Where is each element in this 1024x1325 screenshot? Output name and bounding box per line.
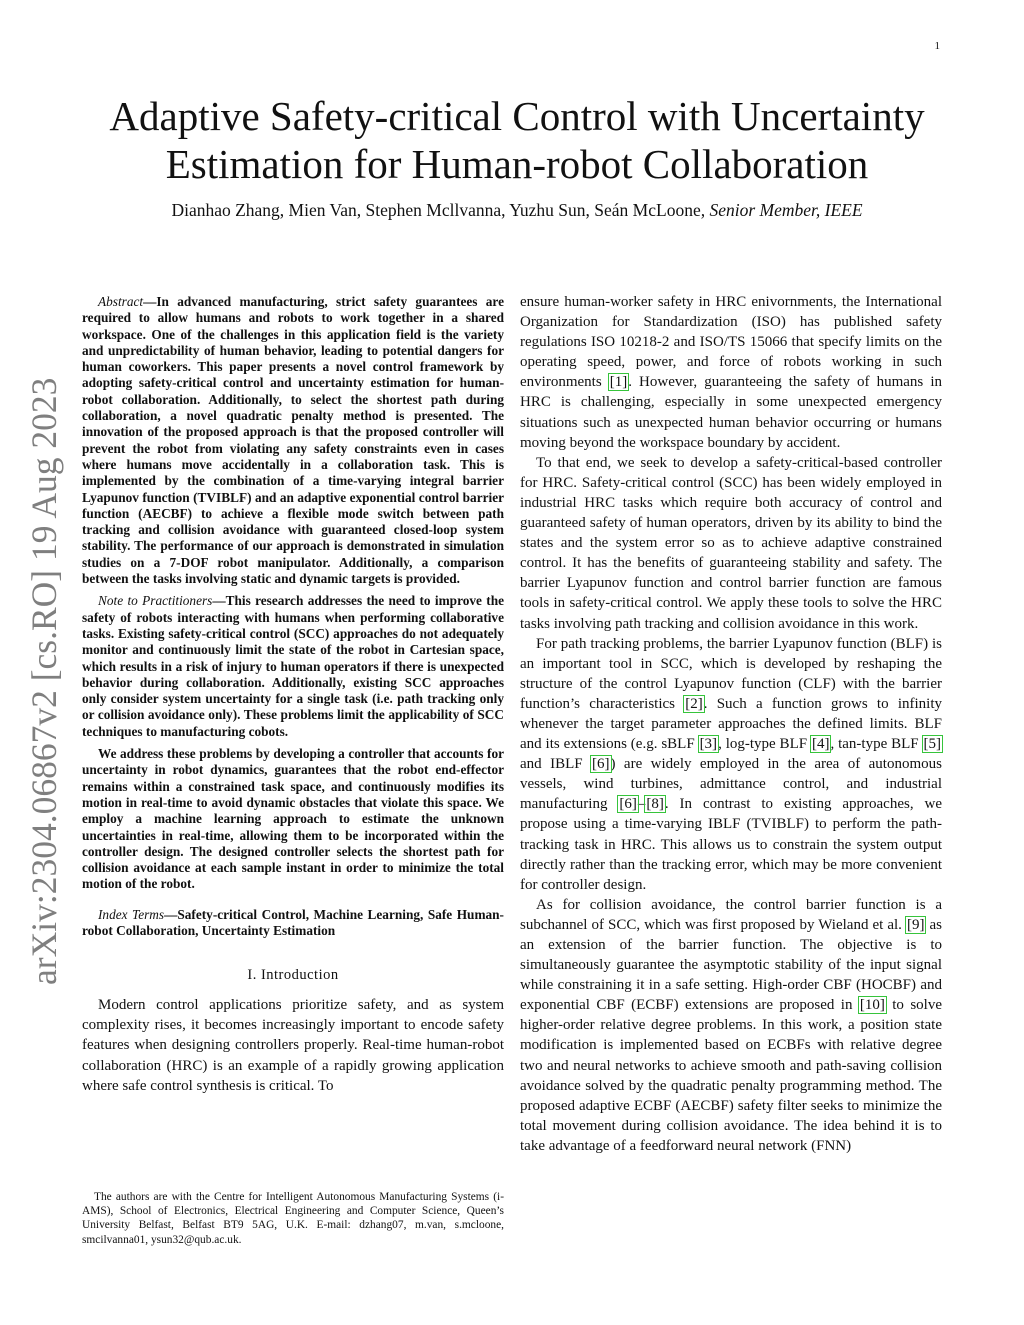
text-run: . Such a function grows to infinity whenever the target parameter approaches the defined limits. BLF and its extensions (e.g. sBLF [520,695,942,753]
text-run: – [637,796,646,813]
author-affiliation-footnote: The authors are with the Centre for Intelligent Autonomous Manufacturing Systems (i-AMS), School of Electronics, Electrical Engineering and Computer Science, Queen’s University Belfast, Belfast BT9 5AG, U.K. E-mail: dzhang07, m.van, s.mcloone, smcilvanna01, ysun32@qub.ac.uk. [82,1191,504,1246]
author-membership: , Senior Member, IEEE [700,200,863,220]
practitioners-label: Note to Practitioners [98,593,213,609]
paragraph-path-tracking [520,634,942,895]
text-run: as an extension of the barrier function. The objective is to simultaneously guarantee the asymptotic stability of the input signal while constraining it in a safe setting. High-order CBF (HOCBF) and exponential CBF (ECBF) extensions are proposed in [520,916,942,1014]
text-run: . In contrast to existing approaches, we propose using a time-varying IBLF (TVIBLF) to perform the path-tracking task in HRC. This allows us to constrain the system output directly rather than the tracking error, which may be more convenient for controller design. [520,796,942,893]
text-run: . However, guaranteeing the safety of humans in HRC is challenging, especially in some unexpected emergency situations such as unexpected human behavior occurring or humans moving beyond the workspace boundary by accident. [520,374,942,451]
introduction-paragraph: Modern control applications prioritize safety, and as system complexity rises, it becomes increasingly important to encode safety features when designing controllers properly. Real-time human-robot collaboration (HRC) is an example of a rapidly growing application where safe control synthesis is critical. To [82,997,504,1094]
paragraph-scc: To that end, we seek to develop a safety-critical-based controller for HRC. Safety-critical control (SCC) has been widely employed in industrial HRC tasks which require both accuracy of control and guaranteed safety of human operators, driven by its ability to bind the states and the system error so as to achieve adaptive constrained control. It has the benefits of guaranteeing stability and safety. The barrier Lyapunov function and control barrier function are famous tools in safety-critical control. We apply these tools to solve the HRC tasks involving path tracking and collision avoidance in this work. [520,454,942,632]
text-run: , tan-type BLF [830,736,923,753]
arxiv-identifier-stamp[interactable]: arXiv:2304.06867v2 [cs.RO] 19 Aug 2023 [24,377,64,985]
left-column [82,294,504,1096]
citation-link[interactable]: [6] [592,756,610,773]
text-run: As for collision avoidance, the control barrier function is a subchannel of SCC, which was first proposed by Wieland et al. [520,896,942,933]
author-list [60,200,974,221]
title-line-2: Estimation for Human-robot Collaboration [165,141,869,187]
page-number: 1 [934,40,940,52]
section-heading-introduction: I. Introduction [247,967,339,984]
citation-link[interactable]: [2] [685,695,703,712]
title-line-1: Adaptive Safety-critical Control with Uncertainty [109,93,925,139]
citation-link[interactable]: [9] [906,916,925,933]
right-column [520,292,942,1156]
citation-link[interactable]: [4] [811,736,830,753]
citation-link[interactable]: [5] [923,736,942,753]
paragraph-collision-avoidance [520,895,942,1156]
index-terms-text: —Safety-critical Control, Machine Learning, Safe Human-robot Collaboration, Uncertainty Estimation [82,906,504,938]
text-run: ) are widely employed in the area of autonomous vessels, wind turbines, admittance control, and industrial manufacturing [520,756,942,813]
abstract [82,294,504,587]
citation-link[interactable]: [10] [859,997,885,1014]
index-terms [82,907,504,940]
citation-link[interactable]: [3] [699,736,718,753]
author-names: Dianhao Zhang, Mien Van, Stephen Mcllvanna, Yuzhu Sun, Seán McLoone [171,200,701,220]
paragraph-iso-regulations [520,292,942,453]
citation-link[interactable]: [6] [619,796,637,813]
note-to-practitioners [82,593,504,740]
index-terms-label: Index Terms [98,906,165,922]
text-run: and IBLF [520,756,592,773]
practitioners-paragraph-2: We address these problems by developing a controller that accounts for uncertainty in robot dynamics, guarantees that the robot end-effector remains within a constrained task space, and continuously modifies its motion in real-time to avoid dynamic obstacles that violate this space. We employ a machine learning approach to estimate the unknown uncertainties in real-time, allowing them to be incorporated within the controller design. The designed controller selects the shortest path for collision avoidance at each sample instant in order to minimize the total motion of the robot. [82,746,504,892]
text-run: ensure human-worker safety in HRC enivornments, the International Organization for Standardization (ISO) has published safety regulations ISO 10218-2 and ISO/TS 15066 that specify limits on the operating speed, power, and force of robots working in such environments [520,294,942,391]
abstract-text: —In advanced manufacturing, strict safety guarantees are required to allow humans and robots to work together in a shared workspace. One of the challenges in this application field is the variety and unpredictability of human behavior, leading to potential dangers for human coworkers. This paper presents a novel control framework by adopting safety-critical control and uncertainty estimation for human-robot collaboration. Additionally, to select the shortest path during collaboration, a novel quadratic penalty method is presented. The innovation of the proposed approach is that the proposed controller will prevent the robot from violating any safety constraints even in cases where humans move accidentally in a collaboration task. This is implemented by the combination of a time-varying integral barrier Lyapunov function (TVIBLF) and an adaptive exponential control barrier function (AECBF) to achieve a flexible mode switch between path tracking and collision avoidance with guaranteed closed-loop system stability. The performance of our approach is demonstrated in simulation studies on a 7-DOF robot manipulator. Additionally, a comparison between the tasks involving static and dynamic targets is provided. [82,294,504,587]
citation-link[interactable]: [1] [609,374,628,391]
citation-link[interactable]: [8] [646,796,664,813]
abstract-label: Abstract [98,294,144,309]
text-run: For path tracking problems, the barrier Lyapunov function (BLF) is an important tool in SCC, which is developed by reshaping the structure of the control Lyapunov function (CLF) with the barrier function’s characteristics [520,635,942,712]
text-run: to solve higher-order relative degree problems. In this work, a position state modification is implemented based on ECBFs with relative degree two and neural networks to achieve smooth and path-saving collision avoidance solved by the quadratic penalty programming method. The proposed adaptive ECBF (AECBF) safety filter seeks to minimize the total movement during collision avoidance. The idea behind it is to take advantage of a feedforward neural network (FNN) [520,997,942,1154]
practitioners-text: —This research addresses the need to improve the safety of robots interacting with humans when performing collaborative tasks. Existing safety-critical control (SCC) approaches do not adequately monitor and continuously limit the state of the robot in Cartesian space, which results in a risk of injury to human operators if there is unexpected behavior during collaboration. Additionally, existing SCC approaches only consider system uncertainty for a single task (i.e. path tracking only or collision avoidance only). These problems limit the applicability of SCC techniques to manufacturing cobots. [82,593,504,739]
text-run: , log-type BLF [718,736,811,753]
paper-title [60,92,974,188]
